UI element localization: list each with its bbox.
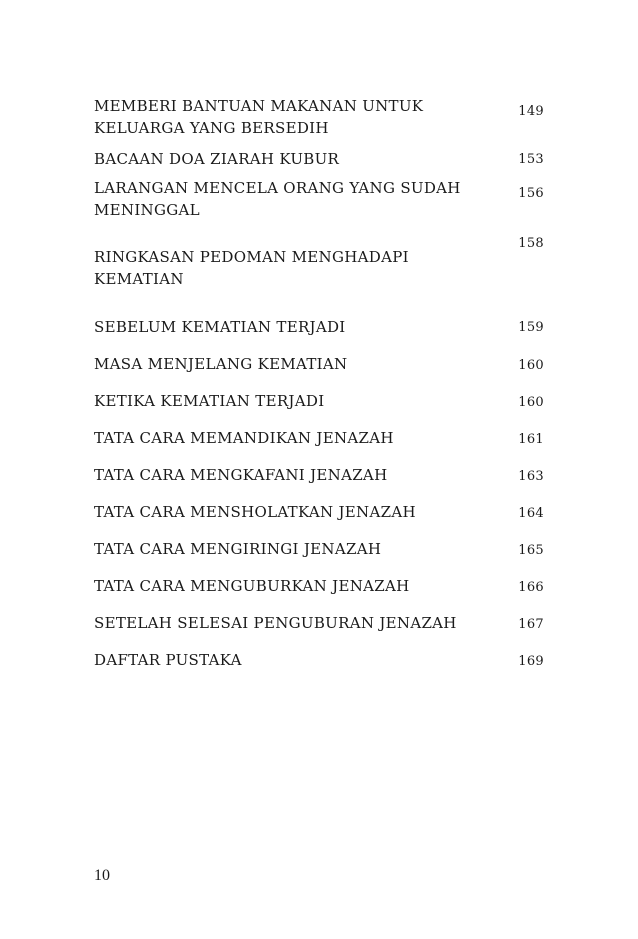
- toc-entry-title: DAFTAR PUSTAKA: [94, 651, 242, 669]
- toc-entry-title: KETIKA KEMATIAN TERJADI: [94, 392, 325, 410]
- toc-entry-page: 159: [518, 320, 544, 335]
- toc-entry-page: 163: [518, 469, 544, 484]
- toc-entry-page: 149: [518, 104, 544, 119]
- toc-entry-title: SEBELUM KEMATIAN TERJADI: [94, 318, 346, 336]
- toc-entry-page: 165: [518, 543, 544, 558]
- toc-entry-title: TATA CARA MEMANDIKAN JENAZAH: [94, 429, 394, 447]
- toc-entry-title: BACAAN DOA ZIARAH KUBUR: [94, 150, 340, 168]
- toc-entry-title: MEMBERI BANTUAN MAKANAN UNTUK KELUARGA YANG BERSEDIH: [94, 97, 424, 137]
- toc-entry-title: TATA CARA MENSHOLATKAN JENAZAH: [94, 503, 416, 521]
- toc-entry-page: 161: [518, 432, 544, 447]
- toc-entry-page: 156: [518, 186, 544, 201]
- page-number: 10: [94, 867, 110, 884]
- toc-entry-title: TATA CARA MENGKAFANI JENAZAH: [94, 466, 388, 484]
- toc-entry-page: 160: [518, 358, 544, 373]
- toc-entry-page: 158: [518, 236, 544, 251]
- toc-entry-title: TATA CARA MENGUBURKAN JENAZAH: [94, 577, 410, 595]
- toc-entry-page: 169: [518, 654, 544, 669]
- toc-entry-page: 153: [518, 152, 544, 167]
- toc-entry-title: SETELAH SELESAI PENGUBURAN JENAZAH: [94, 614, 457, 632]
- toc-entry-title: RINGKASAN PEDOMAN MENGHADAPI KEMATIAN: [94, 248, 409, 288]
- toc-entry-page: 164: [518, 506, 544, 521]
- toc-entry-title: TATA CARA MENGIRINGI JENAZAH: [94, 540, 382, 558]
- toc-entry-page: 160: [518, 395, 544, 410]
- toc-entry-page: 167: [518, 617, 544, 632]
- toc-entry-page: 166: [518, 580, 544, 595]
- toc-entry-title: MASA MENJELANG KEMATIAN: [94, 355, 348, 373]
- toc-entry-title: LARANGAN MENCELA ORANG YANG SUDAH MENINGGAL: [94, 179, 461, 219]
